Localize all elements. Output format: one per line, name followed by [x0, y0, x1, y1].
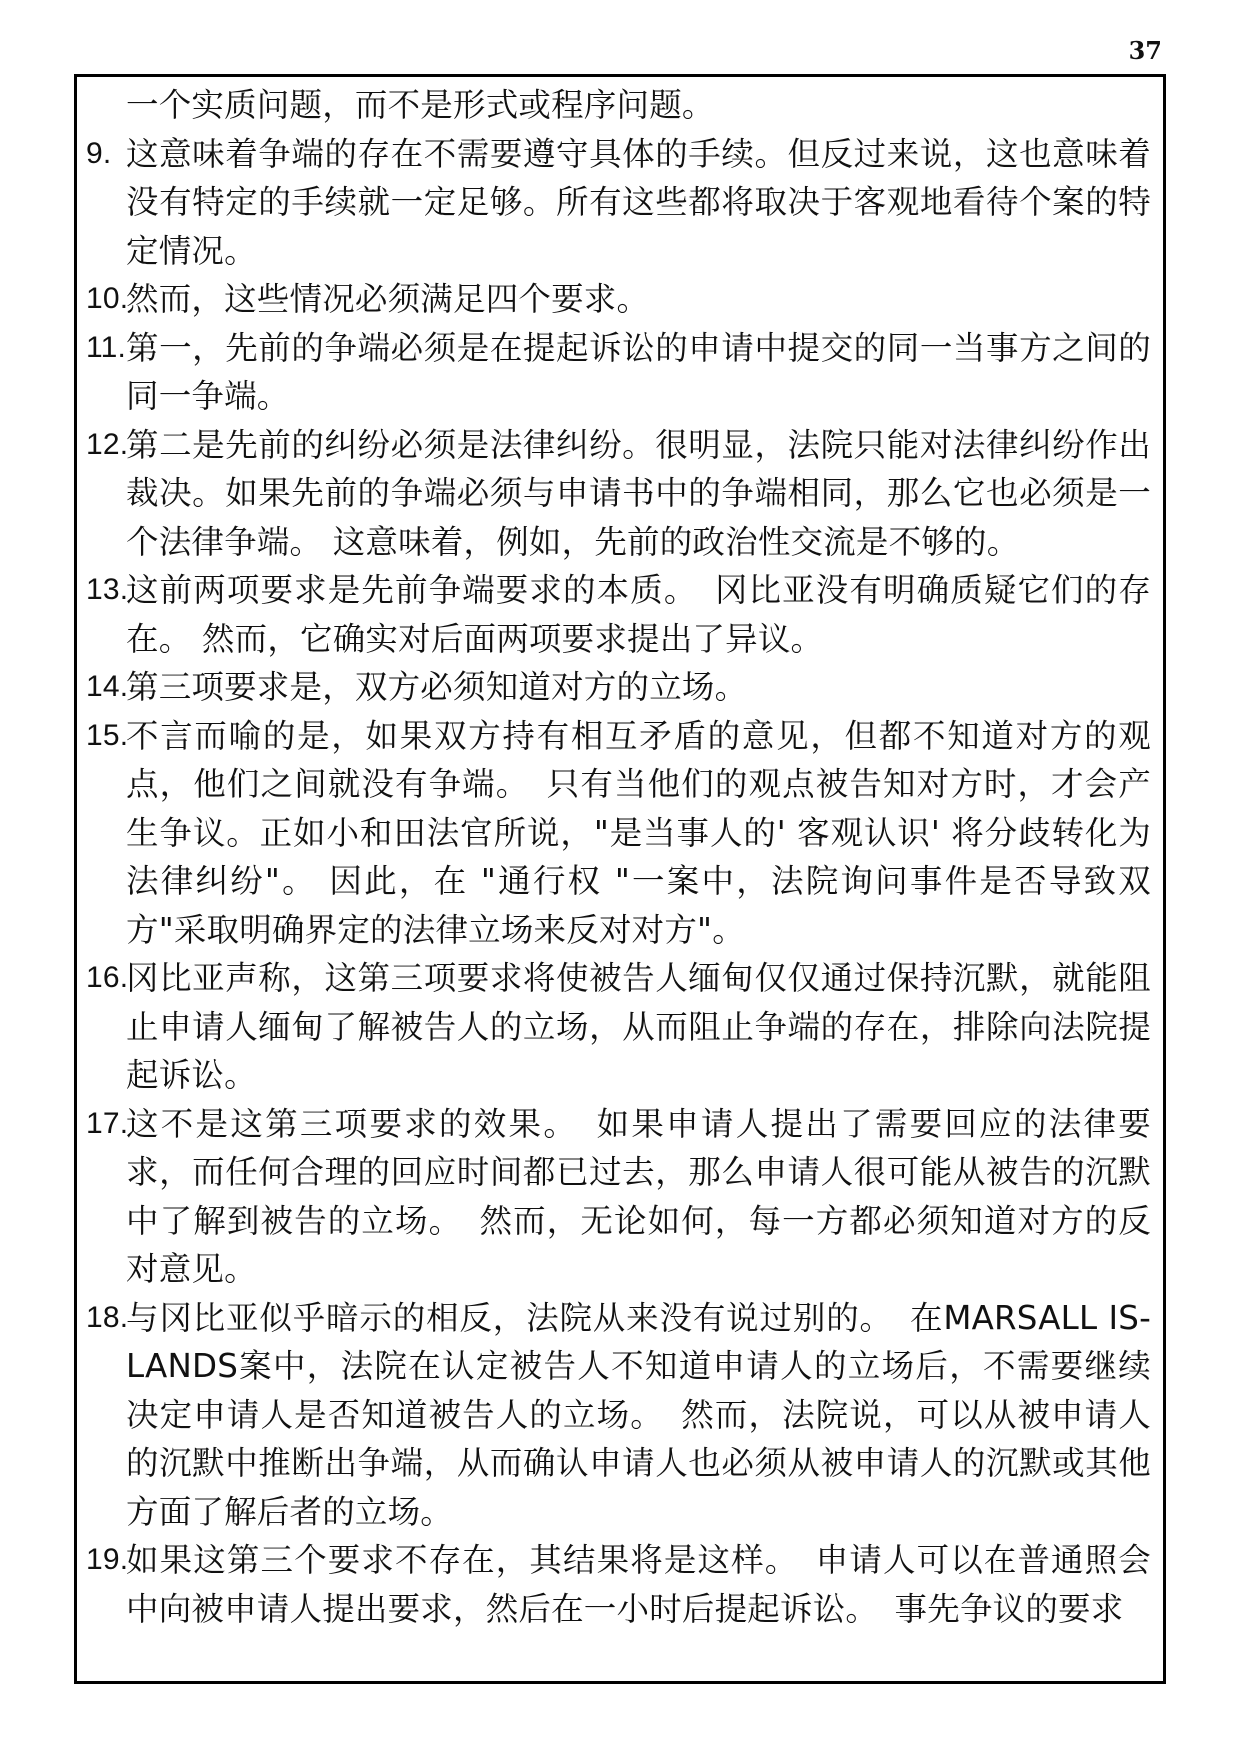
paragraph-number: 11. — [86, 330, 127, 364]
paragraph-12 — [87, 421, 1151, 567]
paragraph-number: 17. — [86, 1106, 129, 1140]
paragraph-10 — [87, 275, 1151, 324]
paragraph-number: 12. — [86, 427, 129, 461]
paragraph-text: 不言而喻的是，如果双方持有相互矛盾的意见，但都不知道对方的观点，他们之间就没有争端。 只有当他们的观点被告知对方时，才会产生争议。正如小和田法官所说，"是当事人的' 客观认识' 将分歧转化为法律纠纷"。 因此，在 "通行权 "一案中，法院询问事件是否导致双方"采取明确界定的法律立场来反对对方"。 — [126, 716, 1151, 949]
paragraph-9 — [87, 130, 1151, 276]
paragraph-text: 如果这第三个要求不存在，其结果将是这样。 申请人可以在普通照会中向被申请人提出要求，然后在一小时后提起诉讼。 事先争议的要求 — [126, 1541, 1151, 1628]
paragraph-text: 冈比亚声称，这第三项要求将使被告人缅甸仅仅通过保持沉默，就能阻止申请人缅甸了解被告人的立场，从而阻止争端的存在，排除向法院提起诉讼。 — [126, 959, 1151, 1094]
paragraph-text: 第一，先前的争端必须是在提起诉讼的申请中提交的同一当事方之间的同一争端。 — [126, 328, 1151, 415]
paragraph-text: 第二是先前的纠纷必须是法律纠纷。很明显，法院只能对法律纠纷作出裁决。如果先前的争端必须与申请书中的争端相同，那么它也必须是一个法律争端。 这意味着，例如，先前的政治性交流是不够的。 — [126, 425, 1151, 561]
paragraph-number: 18. — [86, 1300, 129, 1334]
paragraph-19 — [87, 1536, 1151, 1633]
continuation-paragraph: 一个实质问题，而不是形式或程序问题。 — [126, 86, 715, 124]
paragraph-number: 10. — [86, 282, 129, 315]
paragraph-number: 15. — [86, 718, 129, 752]
paragraph-17 — [87, 1100, 1151, 1294]
paragraph-text: 第三项要求是，双方必须知道对方的立场。 — [126, 668, 748, 706]
paragraph-13 — [87, 566, 1151, 663]
document-body — [87, 81, 1151, 1633]
paragraph-text: 这意味着争端的存在不需要遵守具体的手续。但反过来说，这也意味着没有特定的手续就一定足够。所有这些都将取决于客观地看待个案的特定情况。 — [126, 134, 1151, 270]
paragraph-number: 13. — [86, 573, 129, 606]
paragraph-number: 16. — [86, 961, 129, 994]
paragraph-text: 这前两项要求是先前争端要求的本质。 冈比亚没有明确质疑它们的存在。 然而，它确实对后面两项要求提出了异议。 — [126, 571, 1151, 658]
paragraph-14 — [87, 663, 1151, 712]
paragraph-text: 然而，这些情况必须满足四个要求。 — [126, 280, 650, 318]
paragraph-text: 这不是这第三项要求的效果。 如果申请人提出了需要回应的法律要求，而任何合理的回应时间都已过去，那么申请人很可能从被告的沉默中了解到被告的立场。 然而，无论如何，每一方都必须知道对方的反对意见。 — [126, 1104, 1151, 1288]
page-number: 37 — [1128, 36, 1162, 65]
paragraph-text: 与冈比亚似乎暗示的相反，法院从来没有说过别的。 在MARSALL IS-LANDS案中，法院在认定被告人不知道申请人的立场后，不需要继续决定申请人是否知道被告人的立场。 然而，法院说，可以从被申请人的沉默中推断出争端，从而确认申请人也必须从被申请人的沉默或其他方面了解后者的立场。 — [126, 1298, 1151, 1531]
text-frame — [74, 74, 1166, 1684]
paragraph-16 — [87, 954, 1151, 1100]
paragraph-number: 14. — [86, 670, 129, 703]
paragraph-18 — [87, 1294, 1151, 1537]
paragraph-number: 9. — [86, 136, 112, 170]
paragraph-11 — [87, 324, 1151, 421]
paragraph-15 — [87, 712, 1151, 955]
paragraph-number: 19. — [86, 1543, 129, 1576]
